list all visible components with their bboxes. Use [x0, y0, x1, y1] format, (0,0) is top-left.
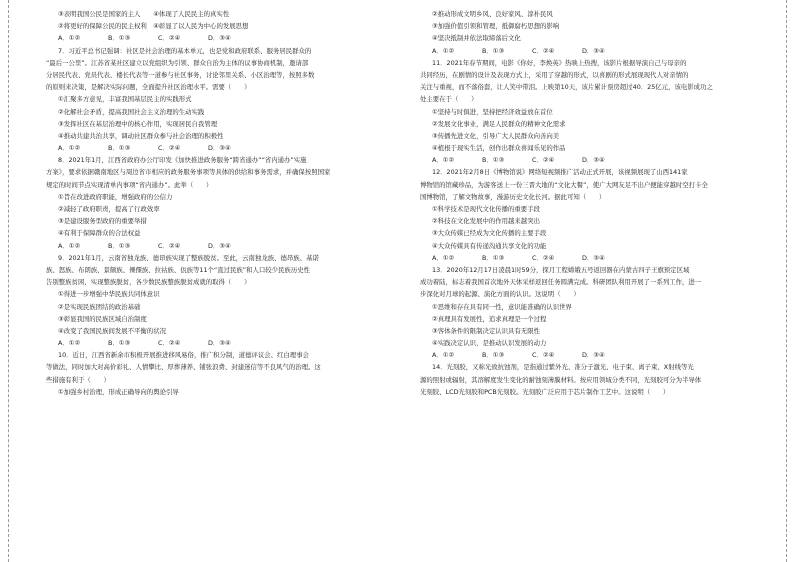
- answer-option: C．②④: [158, 144, 181, 153]
- q8-options: [46, 240, 386, 252]
- answer-option: C．②④: [158, 339, 181, 348]
- answer-option: C．②④: [532, 253, 555, 262]
- left-top-block: [46, 8, 386, 32]
- right-column: [420, 8, 760, 398]
- answer-option: C．②④: [532, 156, 555, 165]
- right-margin-rule: [786, 0, 788, 562]
- answer-option: D．③④: [208, 241, 231, 250]
- answer-option: B．①③: [108, 34, 131, 43]
- text-line: ②真理具有发展性，追求真理是一个过程: [432, 314, 547, 323]
- question-12: [420, 166, 760, 251]
- text-line: 的原则来决策，是解决实际问题，全面提升社区治理水平。需要（ ）: [46, 83, 251, 92]
- text-line: ②科技在文化发展中的作用越来越突出: [432, 217, 540, 226]
- answer-option: A．①②: [432, 46, 455, 55]
- text-line: 方案》，要求依据赣南地区与周边省市相应的政务服务事项等具体的供给和事务需求，并确保按照国家: [46, 168, 331, 177]
- answer-option: D．③④: [208, 144, 231, 153]
- text-line: 7．习近平总书记强调：社区是社会治理的基本单元，也是党和政府联系、服务居民群众的: [58, 46, 312, 55]
- text-line: ①科学技术是现代文化传播的重要手段: [432, 205, 540, 213]
- text-line: 共同经历，在剧情的设计及表现方式上，采用了穿越的形式，以喜剧的形式展现现代人对亲情的: [420, 70, 689, 79]
- text-line: ③传播先进文化，引导广大人民群众向善向美: [432, 131, 560, 140]
- text-line: 11．2021年春节期间，电影《你好，李焕英》热映上热搜，该影片根据导演自己与母亲的: [432, 58, 687, 67]
- text-line: ④实践决定认识，是推动认识发展的动力: [432, 339, 547, 348]
- text-line: ③发挥社区在基层治理中的核心作用，实现居民自我管理: [58, 119, 218, 128]
- text-line: 14．光刻胶，又称光致抗蚀剂，是指通过紫外光、准分子激光、电子束、离子束、X射线等光: [432, 363, 694, 372]
- question-8: [46, 154, 386, 239]
- answer-option: B．①③: [482, 351, 505, 360]
- answer-option: A．①②: [58, 339, 81, 348]
- q9-options: [46, 337, 386, 349]
- q11-options: [420, 154, 760, 166]
- text-line: 告别整族贫困，实现整族脱贫，各少数民族整族脱贫成就的取得（ ）: [46, 278, 251, 287]
- question-13: [420, 264, 760, 349]
- answer-option: B．①③: [108, 144, 131, 153]
- text-line: 处主要在于（ ）: [420, 95, 478, 104]
- text-line: ④有利于保障群众的合法权益: [58, 229, 141, 238]
- answer-option: D．③④: [582, 351, 605, 360]
- text-line: 10．近日，江西省新余市积极开展推进移风易俗，推广积分制，道德评议会、红白理事会: [58, 351, 309, 360]
- text-line: ①旨在改进政府职能，增强政府的公信力: [58, 192, 173, 201]
- text-line: 13．2020年12月17日凌晨1时59分，探月工程嫦娥五号返回器在内蒙古四子王旗预定区域: [432, 265, 690, 274]
- q7-options: [46, 142, 386, 154]
- answer-option: D．③④: [582, 46, 605, 55]
- text-line: ③表明我国公民是国家的主人 ④体现了人民民主的真实性: [58, 10, 230, 18]
- answer-option: D．③④: [582, 156, 605, 165]
- answer-option: B．①③: [482, 156, 505, 165]
- q12-options: [420, 252, 760, 264]
- text-line: 等做法，同时加大对高价彩礼、人情攀比、厚葬薄养、铺张浪费、封建迷信等不良风气的治理。这: [46, 363, 321, 372]
- text-line: ①汇聚多方意见，丰富我国基层民主的实践形式: [58, 95, 192, 104]
- text-line: ②发展文化事业，满足人民群众的精神文化需求: [432, 119, 566, 128]
- text-line: 分居民代表、党员代表、楼长代表等一道参与社区事务，讨论邻里关系、小区治理等，按照多数: [46, 70, 315, 79]
- text-line: 博物馆的馆藏珍品，为游客送上一份三晋大地的“文化大餐”，使广大网友足不出户便能穿越时空打卡全: [420, 180, 708, 189]
- right-top-block: [420, 8, 760, 45]
- text-line: ②是实现民族团结的政治基础: [58, 302, 141, 311]
- text-line: ①得进一步增强中华民族共同体意识: [58, 290, 160, 299]
- answer-option: D．③④: [208, 34, 231, 43]
- text-line: ③加强价值引领和管理，抵御腐朽思想的影响: [432, 22, 560, 31]
- text-line: 光刻胶、LCD光刻胶和PCB光刻胶。光刻胶广泛应用于芯片制作工艺中。这说明（ ）: [420, 387, 670, 396]
- text-line: ③是建设服务型政府的重要举措: [58, 217, 147, 226]
- text-line: ④坚决抵制并依法取缔落后文化: [432, 34, 521, 43]
- answer-option: D．③④: [582, 253, 605, 262]
- q10-options: [420, 45, 760, 57]
- answer-option: B．①③: [482, 253, 505, 262]
- text-line: 些措施有利于（ ）: [46, 375, 110, 384]
- text-line: 国博物馆，了解文物故事，漫游历史文化长河。据此可知（ ）: [420, 192, 606, 201]
- text-line: 9．2021年1月，云南省独龙族、德昂族实现了整族脱贫。至此，云南独龙族、德昂族、基诺: [58, 253, 319, 262]
- question-7: [46, 45, 386, 143]
- answer-option: A．①②: [432, 351, 455, 360]
- text-line: ④大众传媒具有传递沟通共享文化的功能: [432, 241, 547, 250]
- text-line: ①坚持与时俱进，坚持把经济效益放在首位: [432, 107, 553, 116]
- answer-option: A．①②: [432, 156, 455, 165]
- left-margin-rule: [8, 0, 10, 562]
- text-line: 规定的时间节点实现清单内事项“省内通办”。此举（ ）: [46, 180, 213, 189]
- left-column: [46, 8, 386, 398]
- text-line: ④改变了我国民族间发展不平衡的状况: [58, 326, 166, 335]
- text-line: ①加强乡村治理，形成正确导向的舆论引导: [58, 387, 179, 396]
- text-line: 8．2021年1月，江西省政府办公厅印发《加快推进政务服务“跨省通办”“省内通办”实施: [58, 156, 307, 165]
- text-line: 源的照射或辐射，其溶解度发生变化的耐蚀刻薄膜材料。按应用领域分类不同，光刻胶可分为半导体: [420, 375, 702, 384]
- text-line: “最后一公里”。江苏省某社区建立以党组织为引领、群众自治为主体的议事协商机制，邀请部: [46, 58, 309, 67]
- text-line: ②化解社会矛盾，提高我国社会主义治理的生动实践: [58, 107, 205, 116]
- answer-option: B．①③: [108, 241, 131, 250]
- text-line: 关注与重视，而不落俗套，让人笑中带泪。上映第10天，该片累计票房超过40．25亿元，该电影成功之: [420, 83, 713, 92]
- text-line: 12．2021年2月8日《博物馆说》网络短视频推广活动正式开展，该视频展现了山西141家: [432, 168, 688, 177]
- answer-option: A．①②: [432, 253, 455, 262]
- answer-option: C．②④: [158, 241, 181, 250]
- question-11: [420, 57, 760, 155]
- q13-options: [420, 349, 760, 361]
- answer-option: A．①②: [58, 34, 81, 43]
- text-line: ②减轻了政府职责，提高了行政效率: [58, 205, 160, 213]
- answer-option: D．③④: [208, 339, 231, 348]
- question-14: [420, 361, 760, 398]
- text-line: ③客体条件的限制决定认识具有无限性: [432, 326, 540, 335]
- answer-option: B．①③: [108, 339, 131, 348]
- text-line: 族、怒族、布朗族、景颇族、傈僳族、拉祜族、佤族等11个“直过民族”和人口较少民族历史性: [46, 265, 310, 274]
- q6-options: [46, 32, 386, 44]
- answer-option: A．①②: [58, 144, 81, 153]
- text-line: ②将更好的保障公民的民主权利 ④彰显了以人民为中心的发展思想: [58, 22, 249, 31]
- answer-option: B．①③: [482, 46, 505, 55]
- question-10: [46, 349, 386, 398]
- text-line: ①思维和存在具有同一性，意识能准确的认识世界: [432, 302, 572, 311]
- text-line: ③大众传媒已经成为文化传播的主要手段: [432, 229, 547, 238]
- answer-option: A．①②: [58, 241, 81, 250]
- answer-option: C．②④: [532, 46, 555, 55]
- answer-option: C．②④: [532, 351, 555, 360]
- question-9: [46, 252, 386, 337]
- text-line: 成功着陆，标志着我国首次地外天体采样返回任务圆满完成。科研团队利用开展了一系列工作，进一: [420, 278, 702, 287]
- text-line: ②推动形成文明乡风、良好家风、淳朴民风: [432, 10, 553, 18]
- text-line: ④推动共建共治共享，调动社区群众参与社会治理的积极性: [58, 131, 224, 140]
- text-line: ③彰显我国的民族区域自治制度: [58, 314, 147, 323]
- text-line: ④植根于现实生活，创作出群众喜闻乐见的作品: [432, 144, 566, 153]
- answer-option: C．②④: [158, 34, 181, 43]
- text-line: 步深化对月球的起源、演化方面的认识。这说明（ ）: [420, 290, 580, 299]
